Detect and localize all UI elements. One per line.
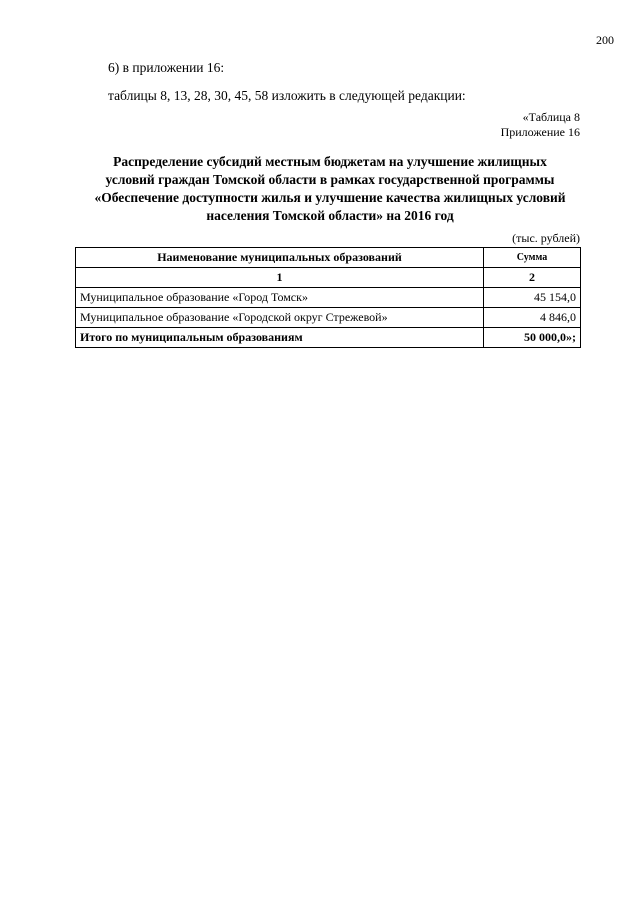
sum-value: 4 846,0 (484, 308, 581, 328)
table-row (76, 308, 581, 328)
column-number: 2 (484, 268, 581, 288)
total-label: Итого по муниципальным образованиям (76, 328, 484, 348)
appendix-label: Приложение 16 (500, 125, 580, 139)
paragraph: 6) в приложении 16: (108, 60, 225, 75)
table-label (501, 110, 580, 140)
unit-label: (тыс. рублей) (512, 231, 580, 245)
municipality-name: Муниципальное образование «Городской округ Стрежевой» (76, 308, 484, 328)
paragraph: таблицы 8, 13, 28, 30, 45, 58 изложить в следующей редакции: (108, 88, 466, 103)
total-row (76, 328, 581, 348)
header-name: Наименование муниципальных образований (76, 248, 484, 268)
title-line: населения Томской области» на 2016 год (206, 208, 454, 223)
total-value: 50 000,0»; (484, 328, 581, 348)
header-row (76, 248, 581, 268)
sum-value: 45 154,0 (484, 288, 581, 308)
header-sum: Сумма (484, 248, 581, 268)
title-line: «Обеспечение доступности жилья и улучшение качества жилищных условий (94, 190, 566, 205)
title-line: Распределение субсидий местным бюджетам на улучшение жилищных (113, 154, 547, 169)
column-number: 1 (76, 268, 484, 288)
column-number-row (76, 268, 581, 288)
page-number: 200 (596, 33, 614, 47)
municipality-name: Муниципальное образование «Город Томск» (76, 288, 484, 308)
table-row (76, 288, 581, 308)
subsidy-table (75, 247, 581, 348)
table-title (70, 153, 590, 225)
title-line: условий граждан Томской области в рамках государственной программы (105, 172, 555, 187)
table-number: «Таблица 8 (522, 110, 580, 124)
